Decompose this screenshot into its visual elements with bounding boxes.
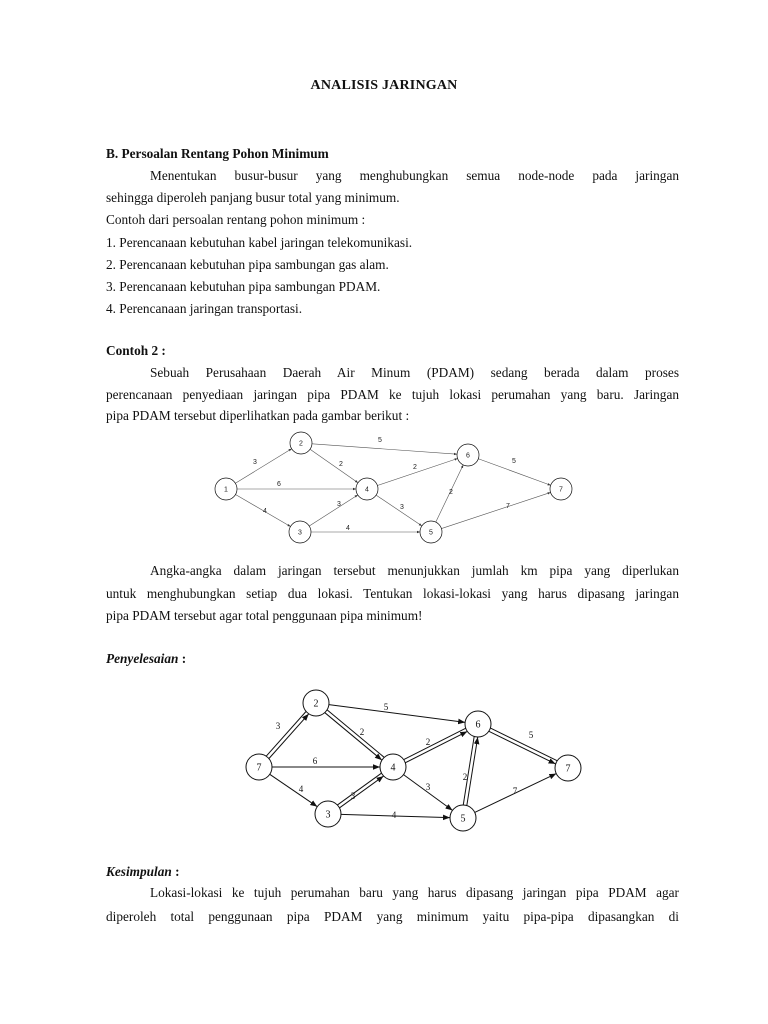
node-1 — [246, 754, 272, 780]
edge-weight-label: 5 — [512, 458, 516, 465]
edge-weight-label: 4 — [298, 784, 304, 794]
node-7 — [555, 755, 581, 781]
contoh2-line2: perencanaan penyediaan jaringan pipa PDAM ke tujuh lokasi perumahan yang baru. Jaringan — [106, 387, 679, 402]
edge-weight-label: 3 — [275, 721, 281, 731]
edge-weight-label: 2 — [413, 464, 417, 471]
node-6 — [457, 444, 479, 466]
edge-weight-label: 3 — [337, 501, 341, 508]
edge-5-6 — [463, 737, 477, 806]
penyelesaian-suffix: : — [178, 651, 187, 666]
node-4 — [380, 754, 406, 780]
network-graph-original — [215, 432, 572, 543]
edge-weight-label: 3 — [400, 504, 404, 511]
node-3 — [315, 801, 341, 827]
edge-weight-label: 4 — [263, 508, 267, 515]
edge-weight-label: 6 — [277, 481, 281, 488]
edge-3-4 — [309, 495, 357, 526]
edge-weight-label: 4 — [346, 525, 350, 532]
paragraph2-line3: pipa PDAM tersebut agar total penggunaan pipa minimum! — [106, 608, 423, 623]
list-item: 4. Perencanaan jaringan transportasi. — [106, 301, 303, 316]
node-label: 3 — [325, 809, 331, 821]
edge-4-5 — [404, 775, 453, 811]
edge-weight-label: 3 — [350, 791, 356, 801]
page-title: ANALISIS JARINGAN — [310, 78, 458, 93]
contoh2-line1: Sebuah Perusahaan Daerah Air Minum (PDAM) sedang berada dalam proses — [150, 365, 679, 380]
node-5 — [420, 521, 442, 543]
edge-weight-label: 3 — [253, 459, 257, 466]
contoh2-line3: pipa PDAM tersebut diperlihatkan pada gambar berikut : — [106, 408, 410, 423]
paragraph2-line2: untuk menghubungkan setiap dua lokasi. Tentukan lokasi-lokasi yang harus dipasang jaringan — [106, 586, 679, 601]
node-1 — [215, 478, 237, 500]
node-5 — [450, 805, 476, 831]
edge-weight-label: 2 — [339, 461, 343, 468]
edge-1-2 — [266, 712, 308, 759]
edge-weight-label: 5 — [378, 437, 382, 444]
edge-weight-label: 4 — [391, 810, 397, 820]
edge-1-3 — [270, 774, 318, 806]
section-b-list-intro: Contoh dari persoalan rentang pohon minimum : — [106, 212, 366, 227]
node-2 — [290, 432, 312, 454]
node-label: 4 — [390, 762, 396, 774]
kesimpulan-label: Kesimpulan — [106, 864, 172, 879]
kesimpulan-line2: diperoleh total penggunaan pipa PDAM yang minimum yaitu pipa-pipa dipasangkan di — [106, 909, 679, 924]
node-label: 7 — [256, 762, 262, 774]
node-label: 1 — [224, 486, 228, 494]
node-label: 2 — [313, 698, 319, 710]
list-item: 3. Perencanaan kebutuhan pipa sambungan PDAM. — [106, 279, 381, 294]
edge-4-6 — [377, 459, 457, 486]
edge-weight-label: 5 — [528, 730, 534, 740]
edge-weight-label: 2 — [462, 772, 468, 782]
edge-5-7 — [441, 492, 550, 528]
edge-weight-label: 6 — [312, 756, 318, 766]
section-b-para-line2: sehingga diperoleh panjang busur total yang minimum. — [106, 190, 400, 205]
node-3 — [289, 521, 311, 543]
edge-3-4 — [337, 773, 383, 808]
node-7 — [550, 478, 572, 500]
node-label: 7 — [559, 486, 563, 494]
list-item: 2. Perencanaan kebutuhan pipa sambungan gas alam. — [106, 257, 389, 272]
node-label: 2 — [299, 440, 303, 448]
kesimpulan-line1: Lokasi-lokasi ke tujuh perumahan baru yang harus dipasang jaringan pipa PDAM agar — [150, 885, 679, 900]
node-label: 5 — [429, 529, 433, 537]
node-2 — [303, 690, 329, 716]
contoh2-heading: Contoh 2 : — [106, 343, 166, 358]
edge-weight-label: 2 — [425, 737, 431, 747]
node-label: 6 — [475, 719, 481, 731]
network-graph-solution — [246, 690, 581, 831]
edge-2-6 — [312, 444, 457, 454]
edge-4-5 — [376, 495, 422, 526]
edge-weight-label: 2 — [359, 727, 365, 737]
node-label: 3 — [298, 529, 302, 537]
list-item: 1. Perencanaan kebutuhan kabel jaringan telekomunikasi. — [106, 235, 413, 250]
section-b-heading: B. Persoalan Rentang Pohon Minimum — [106, 146, 329, 161]
node-label: 7 — [565, 763, 571, 775]
edge-1-2 — [235, 449, 291, 483]
edge-2-6 — [329, 705, 465, 723]
section-b-para-line1: Menentukan busur-busur yang menghubungkan semua node-node pada jaringan — [150, 168, 679, 183]
edge-weight-label: 5 — [383, 702, 389, 712]
edge-6-7 — [489, 728, 557, 764]
node-6 — [465, 711, 491, 737]
node-label: 5 — [460, 813, 466, 825]
edge-weight-label: 7 — [512, 786, 518, 796]
edge-weight-label: 7 — [506, 503, 510, 510]
node-label: 4 — [365, 486, 369, 494]
edge-weight-label: 2 — [449, 489, 453, 496]
edge-weight-label: 3 — [425, 782, 431, 792]
paragraph2-line1: Angka-angka dalam jaringan tersebut menunjukkan jumlah km pipa yang diperlukan — [150, 563, 679, 578]
edge-4-6 — [404, 728, 467, 762]
edge-2-4 — [310, 449, 358, 482]
edge-2-4 — [325, 710, 384, 760]
node-label: 6 — [466, 452, 470, 460]
node-4 — [356, 478, 378, 500]
kesimpulan-suffix: : — [171, 864, 180, 879]
penyelesaian-label: Penyelesaian — [106, 651, 179, 666]
